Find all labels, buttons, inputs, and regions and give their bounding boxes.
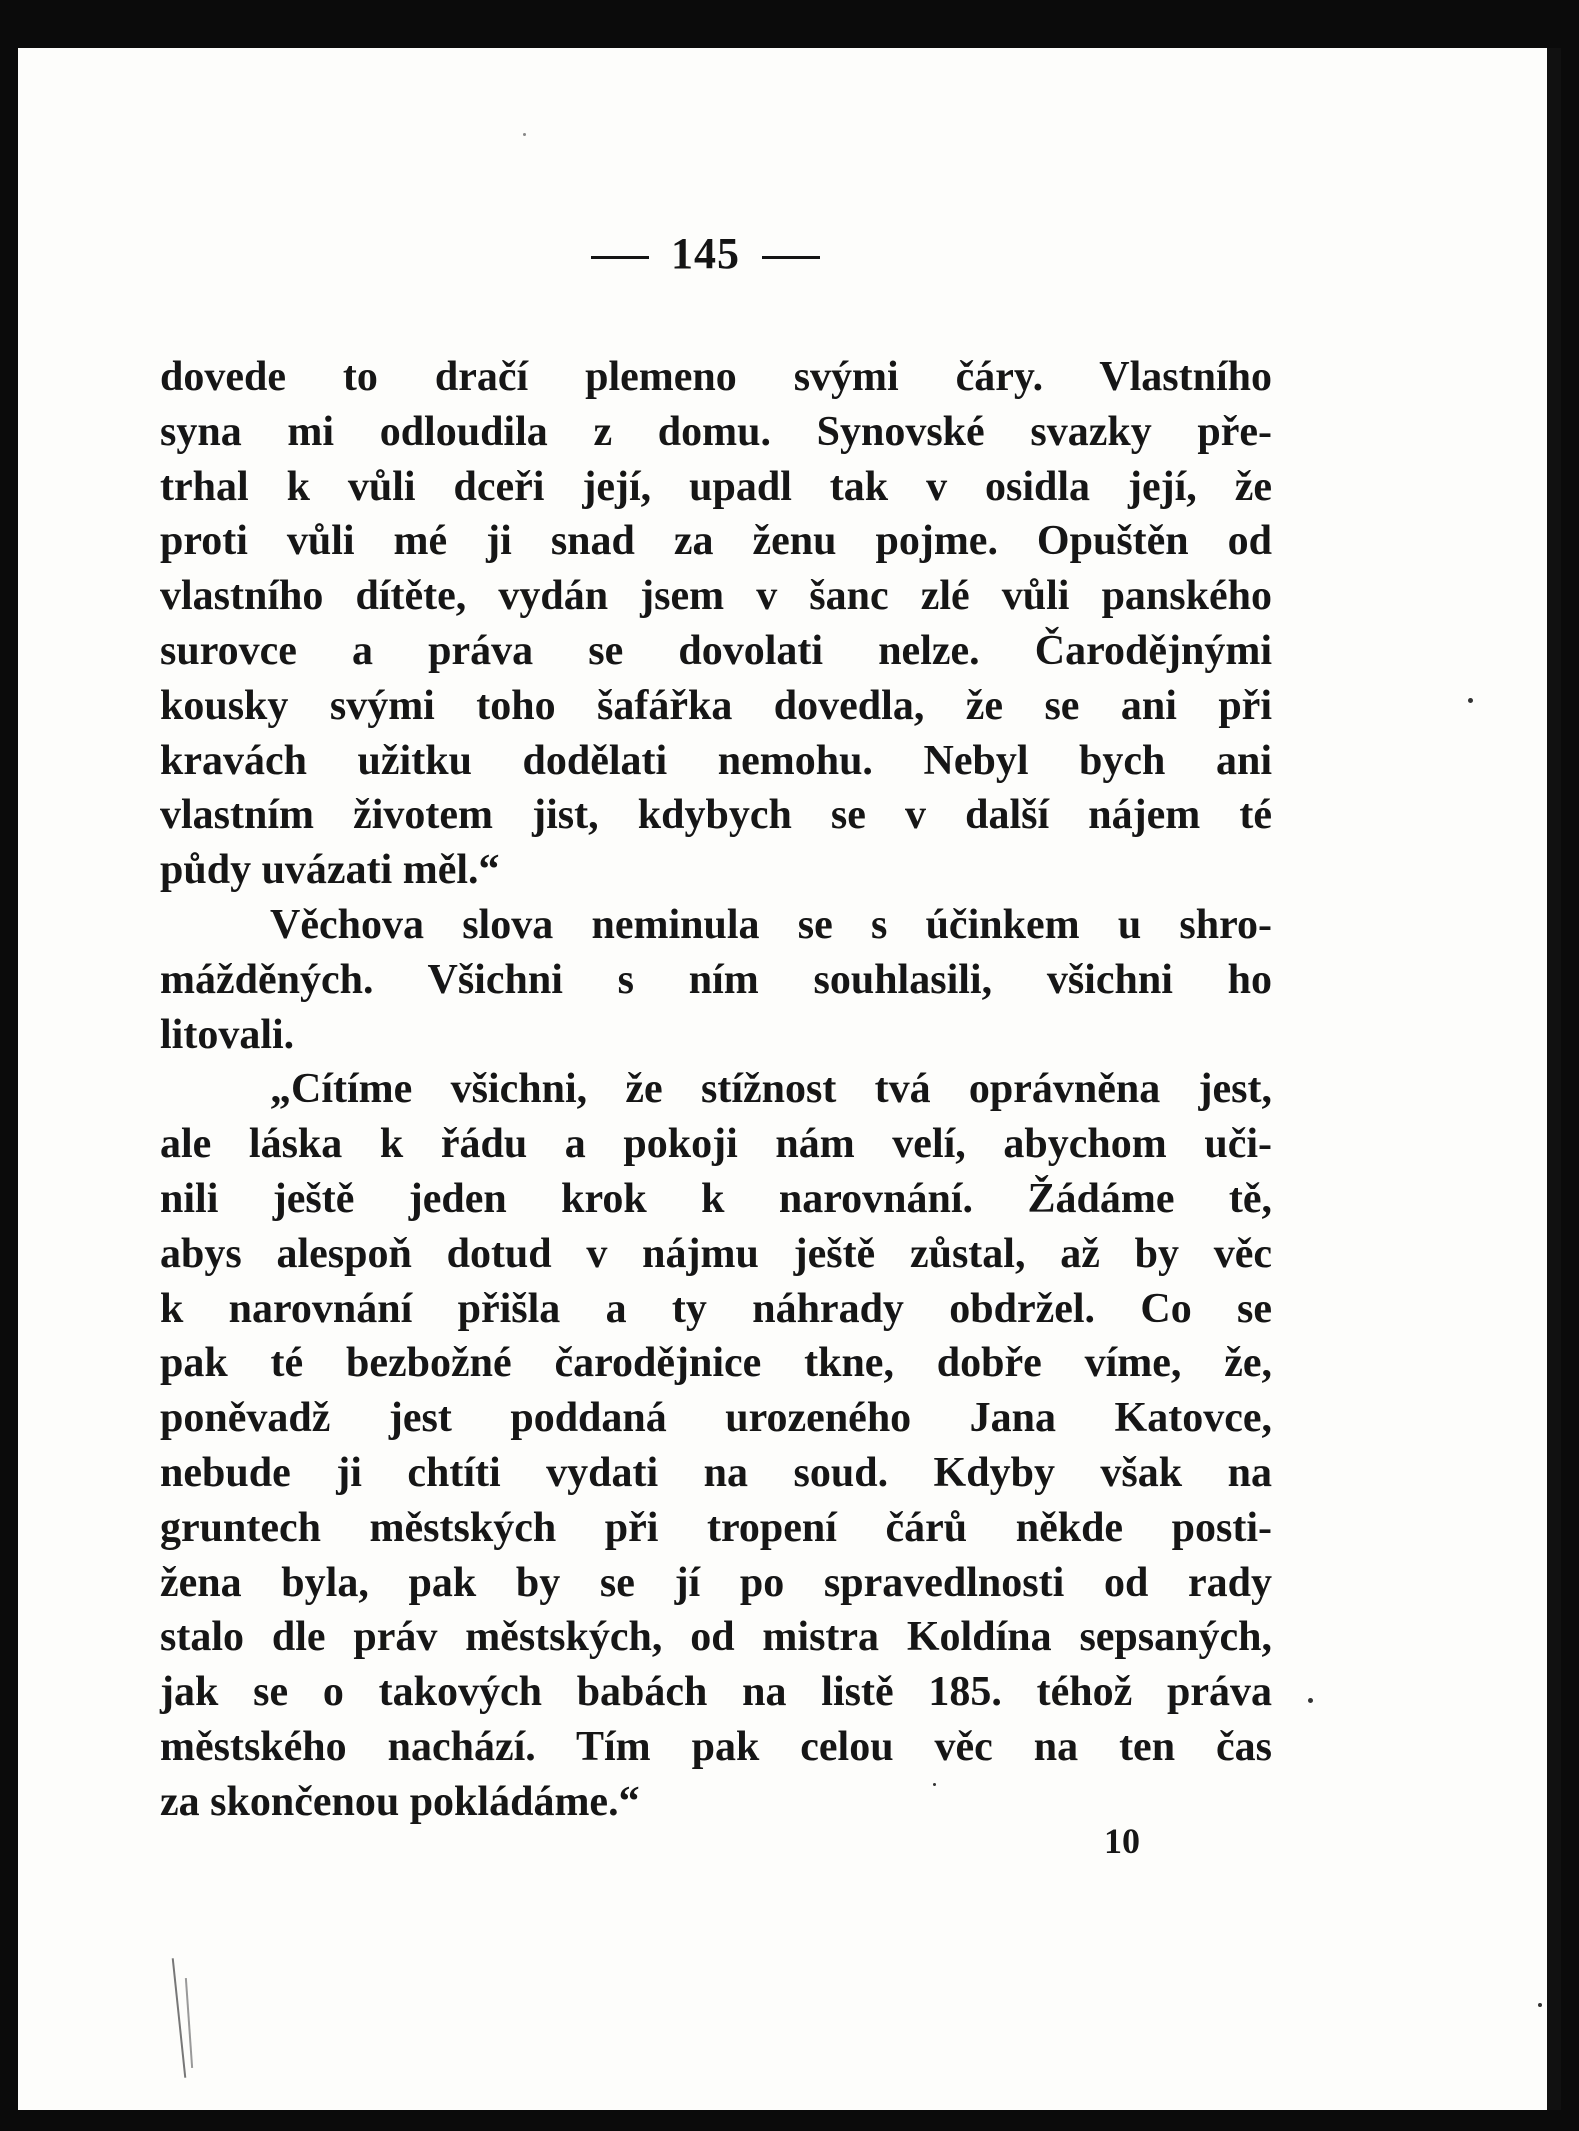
text-line: trhal k vůli dceři její, upadl tak v osidla její, že [160,463,1272,510]
text-line: litovali. [160,1011,295,1058]
header-dash-right [762,256,820,259]
text-line: Věchova slova neminula se s účinkem u shro- [270,901,1272,948]
scan-scratch [172,1958,187,2078]
text-line: nili ještě jeden krok k narovnání. Žádáme tě, [160,1175,1272,1222]
text-line: mážděných. Všichni s ním souhlasili, všichni ho [160,956,1272,1003]
text-line: kousky svými toho šafářka dovedla, že se ani při [160,682,1272,729]
body-text [160,350,1272,1830]
text-line: poněvadž jest poddaná urozeného Jana Katovce, [160,1395,1272,1442]
text-line: syna mi odloudila z domu. Synovské svazky pře- [160,408,1272,455]
page-number: 145 [671,229,740,278]
page-number-header [0,228,1411,279]
text-line: ale láska k řádu a pokoji nám velí, abychom uči- [160,1121,1272,1168]
text-line: proti vůli mé ji snad za ženu pojme. Opuštěn od [160,518,1272,565]
text-line: pak té bezbožné čarodějnice tkne, dobře víme, že, [160,1340,1272,1387]
text-line: půdy uvázati měl.“ [160,847,500,894]
scan-speck [1468,698,1473,703]
header-dash-left [591,256,649,259]
text-line: k narovnání přišla a ty náhrady obdržel. Co se [160,1285,1272,1332]
scan-speck [523,133,526,136]
text-line: za skončenou pokládáme.“ [160,1778,640,1825]
scan-top-border [0,0,1579,48]
text-line: vlastního dítěte, vydán jsem v šanc zlé vůli panského [160,573,1272,620]
text-line: dovede to dračí plemeno svými čáry. Vlastního [160,354,1272,400]
text-line: „Cítíme všichni, že stížnost tvá oprávněna jest, [270,1066,1272,1113]
text-line: městského nachází. Tím pak celou věc na ten čas [160,1723,1272,1770]
scan-scratch [185,1978,193,2068]
text-line: jak se o takových babách na listě 185. téhož práva [160,1669,1272,1716]
text-line: nebude ji chtíti vydati na soud. Kdyby však na [160,1449,1272,1496]
scan-speck [1308,1698,1313,1703]
text-line: gruntech městských při tropení čárů někde posti- [160,1504,1272,1551]
text-line: abys alespoň dotud v nájmu ještě zůstal, až by věc [160,1230,1272,1277]
text-line: surovce a práva se dovolati nelze. Čarodějnými [160,627,1272,674]
text-line: kravách užitku dodělati nemohu. Nebyl bych ani [160,737,1272,784]
text-line: vlastním životem jist, kdybych se v další nájem té [160,792,1272,839]
text-line: žena byla, pak by se jí po spravedlnosti od rady [160,1559,1272,1606]
scan-speck [1538,2003,1542,2007]
signature-mark: 10 [1104,1821,1140,1861]
scan-left-border [0,0,18,2131]
text-line: stalo dle práv městských, od mistra Koldína sepsaných, [160,1614,1272,1661]
